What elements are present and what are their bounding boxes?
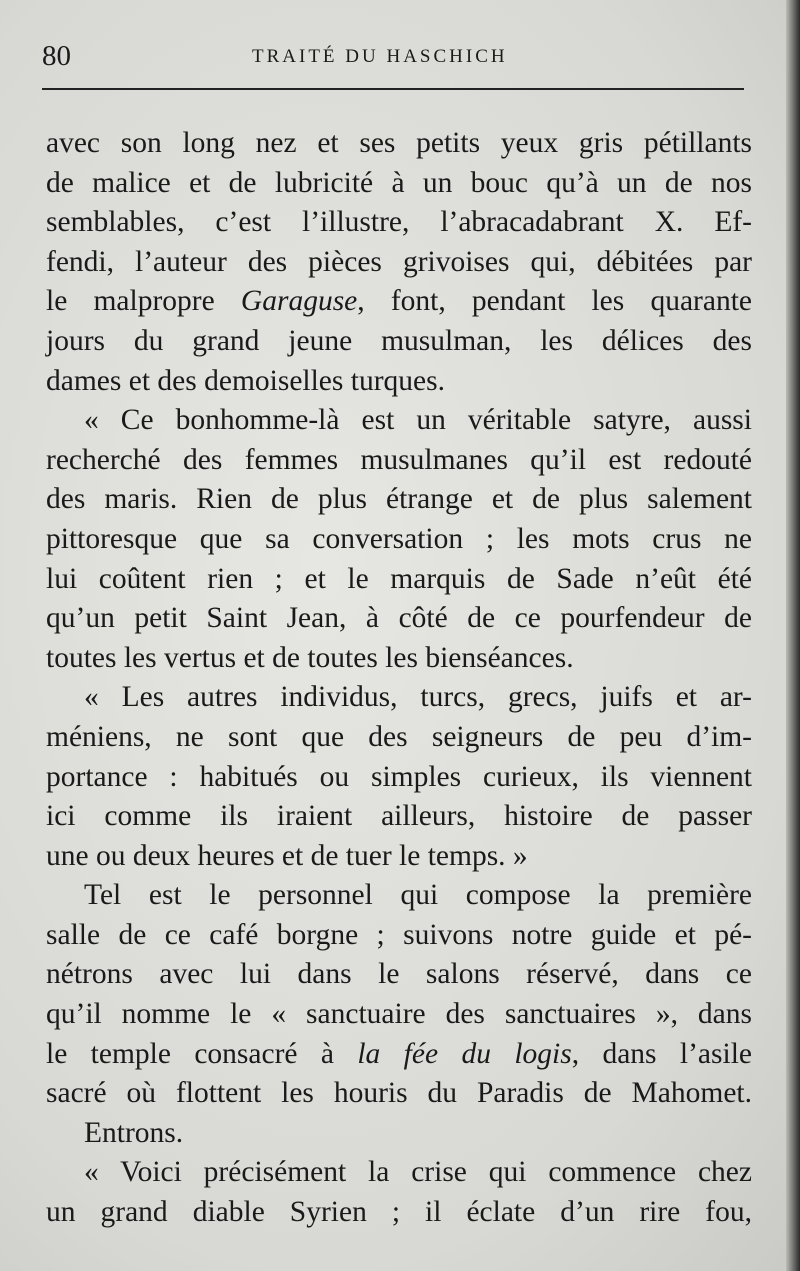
italic-title-fee-du-logis: la fée du logis [357,1037,572,1070]
text-line: Entrons. [84,1116,184,1149]
text-line [46,282,752,322]
text-segment: le temple consacré à [46,1037,358,1070]
page-number: 80 [42,40,71,72]
italic-title-garaguse: Garaguse [240,285,358,318]
text-line: de malice et de lubricité à un bouc qu’à un de nos [46,166,752,199]
text-line: toutes les vertus et de toutes les bienséances. [46,641,574,674]
text-line: portance : habitués ou simples curieux, ils viennent [46,760,752,793]
page-edge-shadow [786,0,800,1271]
text-line: ici comme ils iraient ailleurs, histoire de passer [46,800,752,833]
body-text [46,124,752,1233]
text-segment: le malpropre [46,285,241,318]
text-line: sacré où flottent les houris du Paradis de Mahomet. [46,1077,752,1110]
text-line: « Voici précisément la crise qui commence chez [84,1156,752,1189]
page-header [42,38,744,78]
text-line: une ou deux heures et de tuer le temps. » [46,839,528,872]
text-line: qu’un petit Saint Jean, à côté de ce pourfendeur de [46,602,752,635]
text-line: un grand diable Syrien ; il éclate d’un rire fou, [46,1196,752,1229]
text-line: nétrons avec lui dans le salons réservé, dans ce [46,958,752,991]
text-line: « Ce bonhomme-là est un véritable satyre, aussi [84,404,752,437]
text-line: avec son long nez et ses petits yeux gris pétillants [46,127,752,159]
text-line: recherché des femmes musulmanes qu’il est redouté [46,443,752,476]
text-line: jours du grand jeune musulman, les délices des [46,324,752,357]
text-line: méniens, ne sont que des seigneurs de peu d’im- [46,720,752,753]
header-rule [42,88,744,90]
text-segment: , dans l’asile [571,1037,752,1070]
text-line: pittoresque que sa conversation ; les mots crus ne [46,522,752,555]
text-line: dames et des demoiselles turques. [46,364,445,397]
text-line: salle de ce café borgne ; suivons notre guide et pé- [46,918,752,951]
text-line: semblables, c’est l’illustre, l’abracadabrant X. Ef- [46,206,752,239]
text-line [46,1035,752,1075]
running-title: TRAITÉ DU HASCHICH [252,46,508,67]
text-line: Tel est le personnel qui compose la première [84,879,752,912]
text-line: qu’il nomme le « sanctuaire des sanctuaires », dans [46,998,752,1031]
text-segment: , font, pendant les quarante [357,285,752,318]
text-line: lui coûtent rien ; et le marquis de Sade n’eût été [46,562,752,595]
text-line: fendi, l’auteur des pièces grivoises qui, débitées par [46,245,752,278]
text-line: des maris. Rien de plus étrange et de plus salement [46,483,752,516]
text-line: « Les autres individus, turcs, grecs, juifs et ar- [84,681,752,714]
